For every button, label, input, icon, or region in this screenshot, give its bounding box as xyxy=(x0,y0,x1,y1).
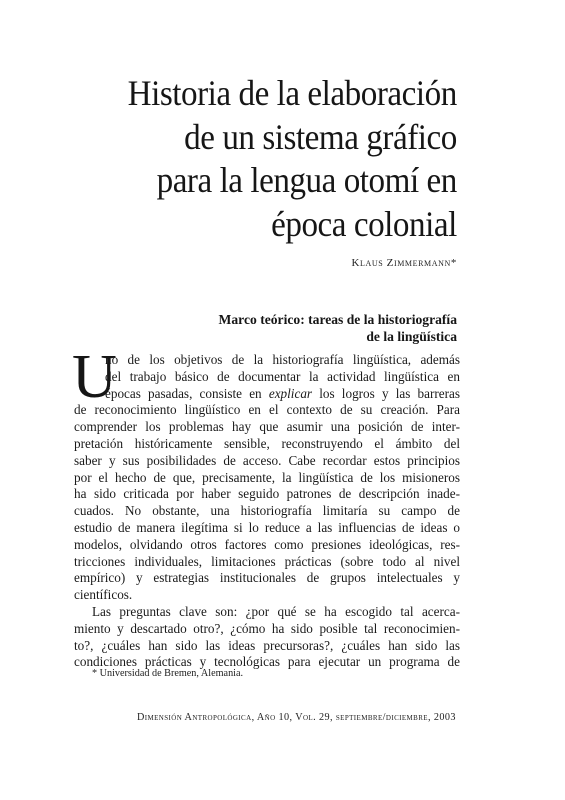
drop-cap: U xyxy=(72,343,117,411)
body-line: de reconocimiento lingüístico en el contexto de su creación. Para xyxy=(74,402,460,418)
body-line: comprender los problemas hay que asumir una posición de inter- xyxy=(74,419,460,435)
body-line: del trabajo básico de documentar la actividad lingüística en xyxy=(105,368,460,384)
body-line: estudio de manera ilegítima si lo reduce a las influencias de ideas o xyxy=(74,519,460,535)
body-line: modelos, olvidando otros factores como presiones ideológicas, res- xyxy=(74,536,460,552)
article-title xyxy=(128,72,457,246)
body-line: miento y descartado otro?, ¿cómo ha sido posible tal reconocimien- xyxy=(74,620,460,636)
body-line: ha sido criticada por haber seguido patrones de descripción inade- xyxy=(74,486,460,502)
body-line xyxy=(74,386,460,403)
body-line: to?, ¿cuáles han sido las ideas precursoras?, ¿cuáles han sido las xyxy=(74,637,460,653)
section-heading-line: de la lingüística xyxy=(366,329,457,344)
section-heading-line: Marco teórico: tareas de la historiografía xyxy=(218,312,457,327)
body-line: empírico) y estrategias institucionales de grupos intelectuales y xyxy=(74,570,460,586)
body-line-tail: los logros y las barreras xyxy=(312,385,461,401)
footnote: * Universidad de Bremen, Alemania. xyxy=(92,668,244,679)
body-line: científicos. xyxy=(74,587,133,603)
body-line-head: épocas pasadas, consiste en xyxy=(105,385,269,401)
body-text xyxy=(72,343,461,671)
body-line: pretación históricamente sensible, reconstruyendo el ámbito del xyxy=(74,435,460,451)
body-line: saber y sus posibilidades de acceso. Cabe recordar estos principios xyxy=(74,452,460,468)
author-name: Klaus Zimmermann* xyxy=(351,257,457,269)
section-heading xyxy=(219,311,457,345)
title-line: Historia de la elaboración xyxy=(127,73,457,113)
body-line: por el hecho de que, precisamente, la lingüística de los misioneros xyxy=(74,469,460,485)
body-line: condiciones prácticas y tecnológicas para ejecutar un programa de xyxy=(74,654,460,670)
journal-footer: Dimensión Antropológica, Año 10, Vol. 29, septiembre/diciembre, 2003 xyxy=(137,712,456,723)
body-line: Las preguntas clave son: ¿por qué se ha escogido tal acerca- xyxy=(92,603,460,619)
title-line: para la lengua otomí en xyxy=(156,160,458,200)
emphasis-word: explicar xyxy=(268,385,313,401)
body-line: tricciones individuales, limitaciones prácticas (sobre todo al nivel xyxy=(74,553,460,569)
body-line: cuados. No obstante, una historiografía limitaría su campo de xyxy=(74,503,460,519)
body-line: no de los objetivos de la historiografía lingüística, además xyxy=(105,352,460,367)
title-line: época colonial xyxy=(271,203,457,244)
title-line: de un sistema gráfico xyxy=(184,116,457,157)
